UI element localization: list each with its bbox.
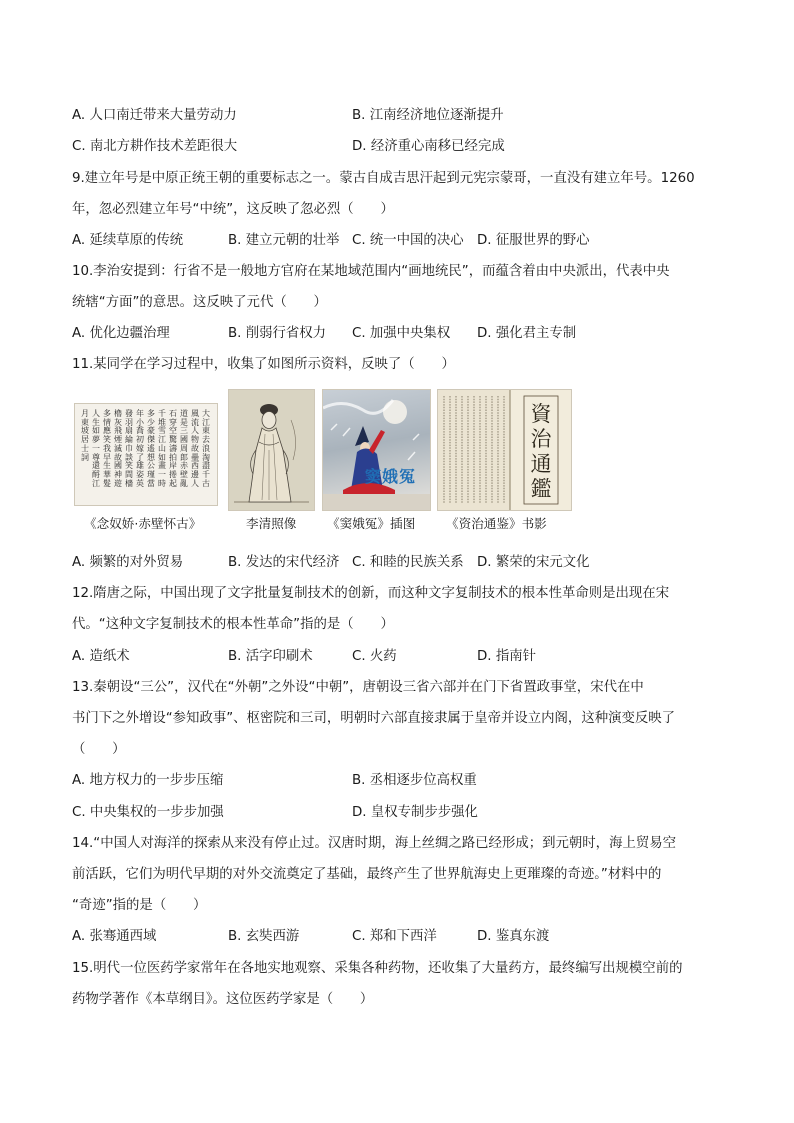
calligraphy-column: 石穿空驚濤拍岸捲起 [169, 409, 177, 488]
calligraphy-column: 年小喬初嫁了雄姿英 [136, 409, 144, 488]
q9-option-b: B. 建立元朝的壮举 [228, 233, 340, 248]
q9-stem-line2: 年，忽必烈建立年号“中统”，这反映了忽必烈（ ） [72, 202, 394, 217]
caption-illustration: 《窦娥冤》插图 [327, 516, 416, 531]
q12-option-a: A. 造纸术 [72, 649, 130, 664]
caption-portrait: 李清照像 [246, 516, 297, 531]
caption-calligraphy: 《念奴娇·赤壁怀古》 [84, 516, 202, 531]
calligraphy-column: 多情應笑我早生華髮 [103, 409, 111, 488]
q11-option-b: B. 发达的宋代经济 [228, 555, 340, 570]
q15-stem-line1: 15.明代一位医药学家常年在各地实地观察、采集各种药物，还收集了大量药方，最终编写出规模空前的 [72, 961, 683, 976]
q8-option-d: D. 经济重心南移已经完成 [352, 139, 505, 154]
q8-option-a: A. 人口南迁带来大量劳动力 [72, 108, 237, 123]
caption-book: 《资治通鉴》书影 [446, 516, 547, 531]
calligraphy-column: 大江東去浪淘盡千古 [202, 409, 210, 488]
illustration-image [322, 389, 431, 511]
q15-stem-line2: 药物学著作《本草纲目》。这位医药学家是（ ） [72, 992, 374, 1007]
q12-option-b: B. 活字印刷术 [228, 649, 313, 664]
calligraphy-column: 人生如夢一尊還酹江 [92, 409, 100, 488]
q9-option-c: C. 统一中国的决心 [352, 233, 464, 248]
q13-option-d: D. 皇权专制步步强化 [352, 805, 478, 820]
calligraphy-column: 發羽扇綸巾談笑間檣 [125, 409, 133, 488]
portrait-image [228, 389, 315, 511]
calligraphy-column: 風流人物故壘西邊人 [191, 409, 199, 488]
q11-option-a: A. 频繁的对外贸易 [72, 555, 184, 570]
calligraphy-column: 道是三國周郎赤壁亂 [180, 409, 188, 488]
calligraphy-column: 多少豪傑遙想公瑾當 [147, 409, 155, 488]
q10-option-b: B. 削弱行省权力 [228, 326, 327, 341]
q10-option-c: C. 加强中央集权 [352, 326, 451, 341]
q14-stem-line1: 14.“中国人对海洋的探索从来没有停止过。汉唐时期，海上丝绸之路已经形成；到元朝时，海上贸易空 [72, 836, 677, 851]
q13-stem-line3: （ ） [72, 742, 126, 757]
q9-option-a: A. 延续草原的传统 [72, 233, 184, 248]
q13-option-a: A. 地方权力的一步步压缩 [72, 773, 224, 788]
q14-option-b: B. 玄奘西游 [228, 929, 300, 944]
calligraphy-column: 櫓灰飛煙滅故國神遊 [114, 409, 122, 488]
calligraphy-image [74, 403, 218, 506]
q13-option-c: C. 中央集权的一步步加强 [72, 805, 224, 820]
portrait-drawing [229, 390, 314, 510]
q13-stem-line2: 书门下之外增设“参知政事”、枢密院和三司，明朝时六部直接隶属于皇帝并设立内阁，这种演变反映了 [72, 711, 676, 726]
q11-option-c: C. 和睦的民族关系 [352, 555, 464, 570]
book-title-text: 資治通鑑 [530, 402, 552, 501]
q8-option-c: C. 南北方耕作技术差距很大 [72, 139, 238, 154]
q14-stem-line2: 前活跃，它们为明代早期的对外交流奠定了基础，最终产生了世界航海史上更璀璨的奇迹。”材料中的 [72, 867, 662, 882]
q12-stem-line1: 12.隋唐之际，中国出现了文字批量复制技术的创新，而这种文字复制技术的根本性革命则是出现在宋 [72, 586, 670, 601]
q13-option-b: B. 丞相逐步位高权重 [352, 773, 477, 788]
q13-stem-line1: 13.秦朝设“三公”，汉代在“外朝”之外设“中朝”，唐朝设三省六部并在门下省置政事堂，宋代在中 [72, 680, 644, 695]
illustration-title-text: 窦娥冤 [365, 467, 417, 486]
q14-option-d: D. 鉴真东渡 [477, 929, 550, 944]
book-image [437, 389, 572, 511]
q14-stem-line3: “奇迹”指的是（ ） [72, 898, 207, 913]
q10-option-d: D. 强化君主专制 [477, 326, 577, 341]
calligraphy-column: 月東坡居士詞 [81, 409, 89, 462]
q9-option-d: D. 征服世界的野心 [477, 233, 590, 248]
illustration-drawing [323, 390, 430, 510]
q11-stem-line1: 11.某同学在学习过程中，收集了如图所示资料，反映了（ ） [72, 357, 455, 372]
q12-option-c: C. 火药 [352, 649, 397, 664]
q8-option-b: B. 江南经济地位逐渐提升 [352, 108, 504, 123]
q12-option-d: D. 指南针 [477, 649, 536, 664]
q12-stem-line2: 代。“这种文字复制技术的根本性革命”指的是（ ） [72, 617, 394, 632]
q10-stem-line2: 统辖“方面”的意思。这反映了元代（ ） [72, 295, 327, 310]
q14-option-c: C. 郑和下西洋 [352, 929, 437, 944]
q9-stem-line1: 9.建立年号是中原正统王朝的重要标志之一。蒙古自成吉思汗起到元宪宗蒙哥，一直没有建立年号。1260 [72, 171, 695, 186]
q11-option-d: D. 繁荣的宋元文化 [477, 555, 590, 570]
q14-option-a: A. 张骞通西域 [72, 929, 157, 944]
q10-option-a: A. 优化边疆治理 [72, 326, 170, 341]
calligraphy-column: 千堆雪江山如畫一時 [158, 409, 166, 488]
q10-stem-line1: 10.李治安提到：行省不是一般地方官府在某地域范围内“画地统民”，而蕴含着由中央派出，代表中央 [72, 264, 670, 279]
